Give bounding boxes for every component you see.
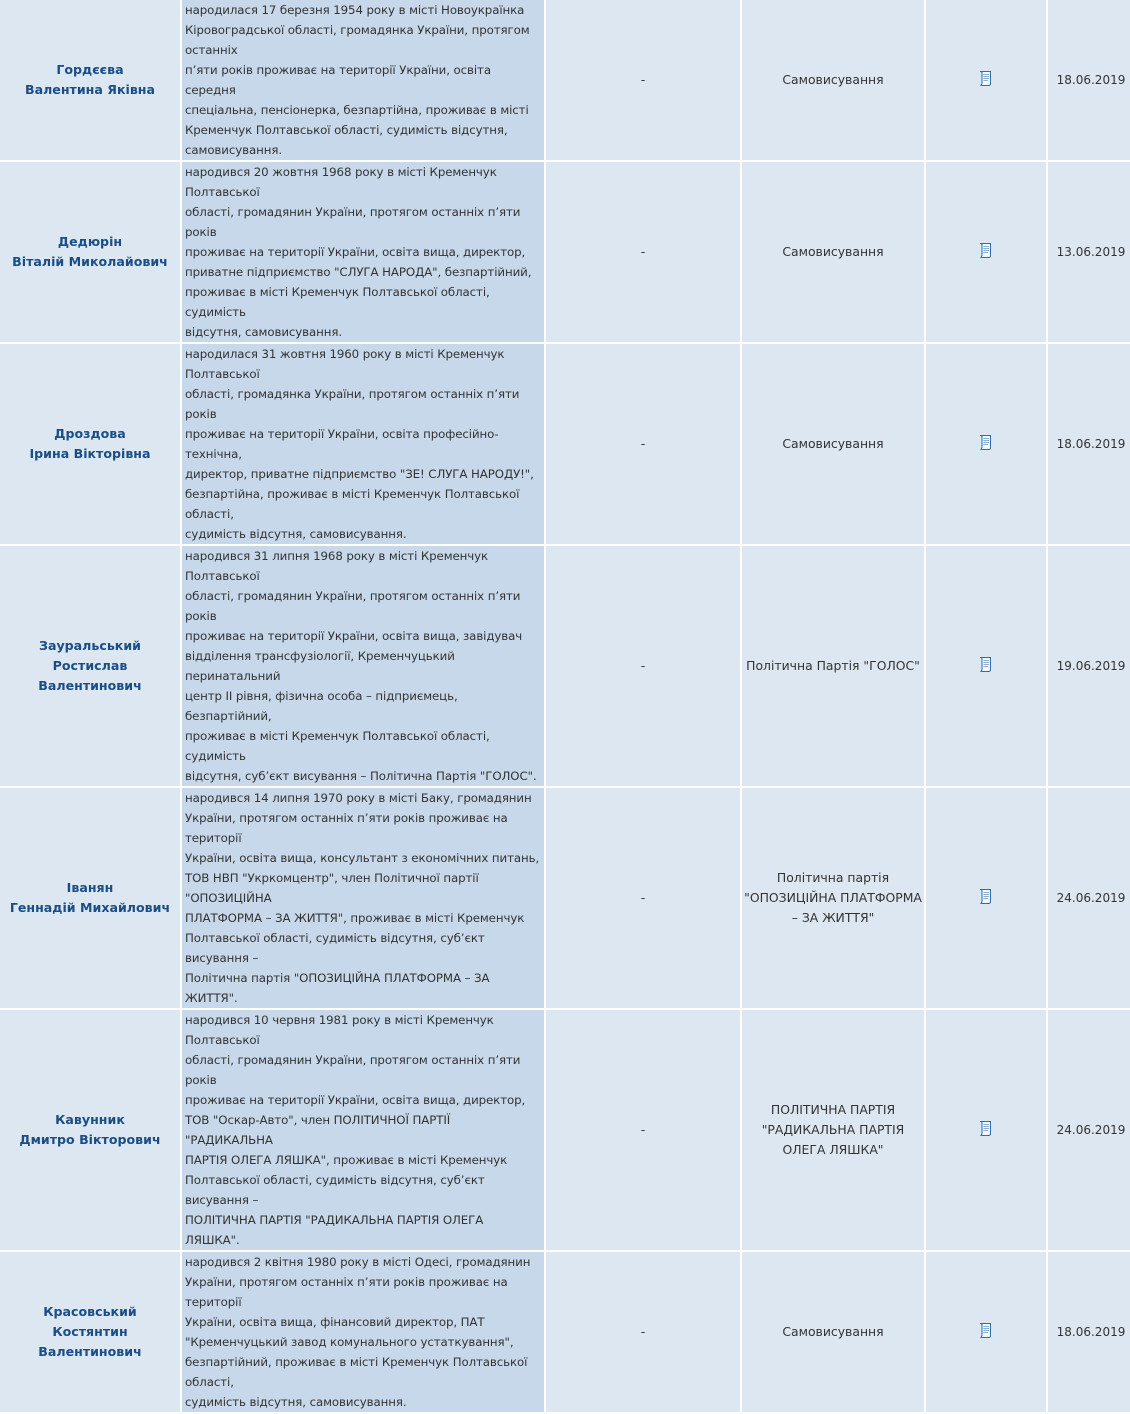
- candidate-bio-line: Полтавської області, судимість відсутня, суб’єкт висування –: [185, 1173, 485, 1207]
- candidate-bio-line: України, протягом останніх п’яти років проживає на території: [185, 811, 508, 845]
- candidate-bio: [182, 1010, 544, 1250]
- registration-date: 19.06.2019: [1048, 546, 1130, 786]
- candidate-bio-line: України, освіта вища, фінансовий директор, ПАТ: [185, 1315, 485, 1329]
- candidate-bio-line: Політична партія "ОПОЗИЦІЙНА ПЛАТФОРМА – ЗА ЖИТТЯ".: [185, 971, 490, 1005]
- candidate-bio-line: ТОВ "Оскар-Авто", член ПОЛІТИЧНОЇ ПАРТІЇ "РАДИКАЛЬНА: [185, 1113, 451, 1147]
- candidate-name: [0, 546, 180, 786]
- nomination-subject-line: ПОЛІТИЧНА ПАРТІЯ: [770, 1102, 896, 1117]
- nomination-subject-line: Політична партія: [776, 870, 890, 885]
- candidate-bio-line: України, освіта вища, консультант з економічних питань,: [185, 851, 540, 865]
- candidate-name-line: Красовський: [43, 1304, 137, 1319]
- nomination-subject-line: Політична Партія "ГОЛОС": [746, 658, 920, 673]
- candidate-bio-line: області, громадянка України, протягом останніх п’яти років: [185, 387, 520, 421]
- candidate-bio-line: судимість відсутня, самовисування.: [185, 527, 407, 541]
- candidate-bio-line: проживає на території України, освіта професійно-технічна,: [185, 427, 499, 461]
- document-icon[interactable]: [978, 434, 994, 454]
- candidate-bio-line: п’яти років проживає на території України, освіта середня: [185, 63, 491, 97]
- table-row: [0, 162, 1130, 342]
- candidate-bio-line: відсутня, самовисування.: [185, 325, 343, 339]
- document-link-cell: [926, 1010, 1046, 1250]
- empty-value-cell: -: [546, 1010, 740, 1250]
- registration-date: 18.06.2019: [1048, 344, 1130, 544]
- candidate-name-line: Дедюрін: [57, 234, 123, 249]
- empty-value-cell: -: [546, 344, 740, 544]
- candidate-bio-line: центр ІІ рівня, фізична особа – підприємець, безпартійний,: [185, 689, 458, 723]
- table-row: [0, 1252, 1130, 1412]
- nomination-subject: [742, 546, 924, 786]
- candidate-bio-line: спеціальна, пенсіонерка, безпартійна, проживає в місті: [185, 103, 529, 117]
- candidate-name: [0, 788, 180, 1008]
- candidate-bio-line: проживає на території України, освіта вища, завідувач: [185, 629, 523, 643]
- table-row: [0, 344, 1130, 544]
- registration-date: 18.06.2019: [1048, 0, 1130, 160]
- empty-value-cell: -: [546, 1252, 740, 1412]
- candidate-bio-line: народився 2 квітня 1980 року в місті Одесі, громадянин: [185, 1255, 531, 1269]
- candidate-name: [0, 1252, 180, 1412]
- candidate-bio-line: області, громадянин України, протягом останніх п’яти років: [185, 205, 521, 239]
- table-row: [0, 546, 1130, 786]
- registration-date: 24.06.2019: [1048, 788, 1130, 1008]
- candidate-bio-line: народився 10 червня 1981 року в місті Кременчук Полтавської: [185, 1013, 494, 1047]
- document-icon[interactable]: [978, 70, 994, 90]
- candidate-bio: [182, 162, 544, 342]
- candidate-name-line: Зауральський: [39, 638, 141, 653]
- candidate-bio: [182, 344, 544, 544]
- candidate-bio-line: народився 14 липня 1970 року в місті Баку, громадянин: [185, 791, 532, 805]
- candidate-bio-line: проживає на території України, освіта вища, директор,: [185, 245, 526, 259]
- nomination-subject: [742, 0, 924, 160]
- candidate-bio: [182, 788, 544, 1008]
- candidate-bio-line: безпартійний, проживає в місті Кременчук Полтавської області,: [185, 1355, 528, 1389]
- candidate-bio-line: народився 20 жовтня 1968 року в місті Кременчук Полтавської: [185, 165, 497, 199]
- nomination-subject-line: – ЗА ЖИТТЯ": [791, 910, 875, 925]
- candidate-bio-line: України, протягом останніх п’яти років проживає на території: [185, 1275, 508, 1309]
- nomination-subject-line: ОЛЕГА ЛЯШКА": [782, 1142, 884, 1157]
- document-icon[interactable]: [978, 656, 994, 676]
- document-link-cell: [926, 162, 1046, 342]
- candidate-bio-line: Кременчук Полтавської області, судимість відсутня,: [185, 123, 508, 137]
- candidate-name-line: Кавунник: [55, 1112, 125, 1127]
- empty-value-cell: -: [546, 546, 740, 786]
- candidate-bio-line: проживає в місті Кременчук Полтавської області, судимість: [185, 285, 490, 319]
- candidate-name-line: Валентинович: [38, 1344, 142, 1359]
- candidate-name-line: Гордєєва: [56, 62, 124, 77]
- candidate-bio-line: ПАРТІЯ ОЛЕГА ЛЯШКА", проживає в місті Кременчук: [185, 1153, 508, 1167]
- nomination-subject-line: Самовисування: [782, 436, 884, 451]
- nomination-subject-line: Самовисування: [782, 72, 884, 87]
- candidate-name-line: Ірина Вікторівна: [29, 446, 151, 461]
- candidate-name: [0, 344, 180, 544]
- candidate-bio: [182, 1252, 544, 1412]
- candidate-bio: [182, 546, 544, 786]
- nomination-subject: [742, 1010, 924, 1250]
- candidate-bio-line: Кіровоградської області, громадянка України, протягом останніх: [185, 23, 530, 57]
- candidate-bio-line: ПЛАТФОРМА – ЗА ЖИТТЯ", проживає в місті Кременчук: [185, 911, 525, 925]
- empty-value-cell: -: [546, 0, 740, 160]
- candidate-bio-line: безпартійна, проживає в місті Кременчук Полтавської області,: [185, 487, 520, 521]
- candidate-name-line: Іванян: [66, 880, 114, 895]
- candidate-name-line: Костянтин: [52, 1324, 128, 1339]
- candidate-bio-line: проживає на території України, освіта вища, директор,: [185, 1093, 526, 1107]
- candidate-bio-line: Полтавської області, судимість відсутня, суб’єкт висування –: [185, 931, 485, 965]
- candidate-bio-line: області, громадянин України, протягом останніх п’яти років: [185, 589, 521, 623]
- document-icon[interactable]: [978, 242, 994, 262]
- candidate-bio-line: директор, приватне підприємство "ЗЕ! СЛУГА НАРОДУ!",: [185, 467, 534, 481]
- empty-value-cell: -: [546, 162, 740, 342]
- registration-date: 18.06.2019: [1048, 1252, 1130, 1412]
- candidate-name-line: Ростислав Валентинович: [38, 658, 142, 693]
- nomination-subject-line: "РАДИКАЛЬНА ПАРТІЯ: [761, 1122, 905, 1137]
- document-link-cell: [926, 1252, 1046, 1412]
- candidate-name-line: Дроздова: [54, 426, 126, 441]
- nomination-subject: [742, 162, 924, 342]
- candidate-bio-line: ПОЛІТИЧНА ПАРТІЯ "РАДИКАЛЬНА ПАРТІЯ ОЛЕГА ЛЯШКА".: [185, 1213, 484, 1247]
- candidate-bio: [182, 0, 544, 160]
- candidate-name: [0, 0, 180, 160]
- nomination-subject-line: Самовисування: [782, 1324, 884, 1339]
- registration-date: 24.06.2019: [1048, 1010, 1130, 1250]
- nomination-subject-line: Самовисування: [782, 244, 884, 259]
- candidate-bio-line: народилася 17 березня 1954 року в місті Новоукраїнка: [185, 3, 525, 17]
- document-icon[interactable]: [978, 1322, 994, 1342]
- table-row: [0, 788, 1130, 1008]
- candidate-bio-line: народилася 31 жовтня 1960 року в місті Кременчук Полтавської: [185, 347, 505, 381]
- candidate-bio-line: "Кременчуцький завод комунального устаткування",: [185, 1335, 514, 1349]
- candidate-bio-line: народився 31 липня 1968 року в місті Кременчук Полтавської: [185, 549, 489, 583]
- candidate-name: [0, 162, 180, 342]
- candidate-bio-line: відсутня, суб’єкт висування – Політична Партія "ГОЛОС".: [185, 769, 537, 783]
- candidate-name: [0, 1010, 180, 1250]
- candidate-bio-line: приватне підприємство "СЛУГА НАРОДА", безпартійний,: [185, 265, 532, 279]
- document-link-cell: [926, 344, 1046, 544]
- nomination-subject-line: "ОПОЗИЦІЙНА ПЛАТФОРМА: [744, 890, 922, 905]
- candidate-bio-line: ТОВ НВП "Укркомцентр", член Політичної партії "ОПОЗИЦІЙНА: [185, 871, 479, 905]
- nomination-subject: [742, 1252, 924, 1412]
- table-row: [0, 1010, 1130, 1250]
- document-link-cell: [926, 0, 1046, 160]
- document-link-cell: [926, 788, 1046, 1008]
- candidate-bio-line: відділення трансфузіології, Кременчуцький перинатальний: [185, 649, 455, 683]
- candidate-bio-line: проживає в місті Кременчук Полтавської області, судимість: [185, 729, 490, 763]
- candidate-name-line: Геннадій Михайлович: [9, 900, 171, 915]
- nomination-subject: [742, 344, 924, 544]
- candidate-name-line: Дмитро Вікторович: [19, 1132, 161, 1147]
- candidate-bio-line: області, громадянин України, протягом останніх п’яти років: [185, 1053, 521, 1087]
- candidate-name-line: Віталій Миколайович: [12, 254, 168, 269]
- table-row: [0, 0, 1130, 160]
- candidate-bio-line: судимість відсутня, самовисування.: [185, 1395, 407, 1409]
- registration-date: 13.06.2019: [1048, 162, 1130, 342]
- candidate-bio-line: самовисування.: [185, 143, 282, 157]
- document-icon[interactable]: [978, 888, 994, 908]
- nomination-subject: [742, 788, 924, 1008]
- empty-value-cell: -: [546, 788, 740, 1008]
- document-link-cell: [926, 546, 1046, 786]
- document-icon[interactable]: [978, 1120, 994, 1140]
- candidate-name-line: Валентина Яківна: [24, 82, 155, 97]
